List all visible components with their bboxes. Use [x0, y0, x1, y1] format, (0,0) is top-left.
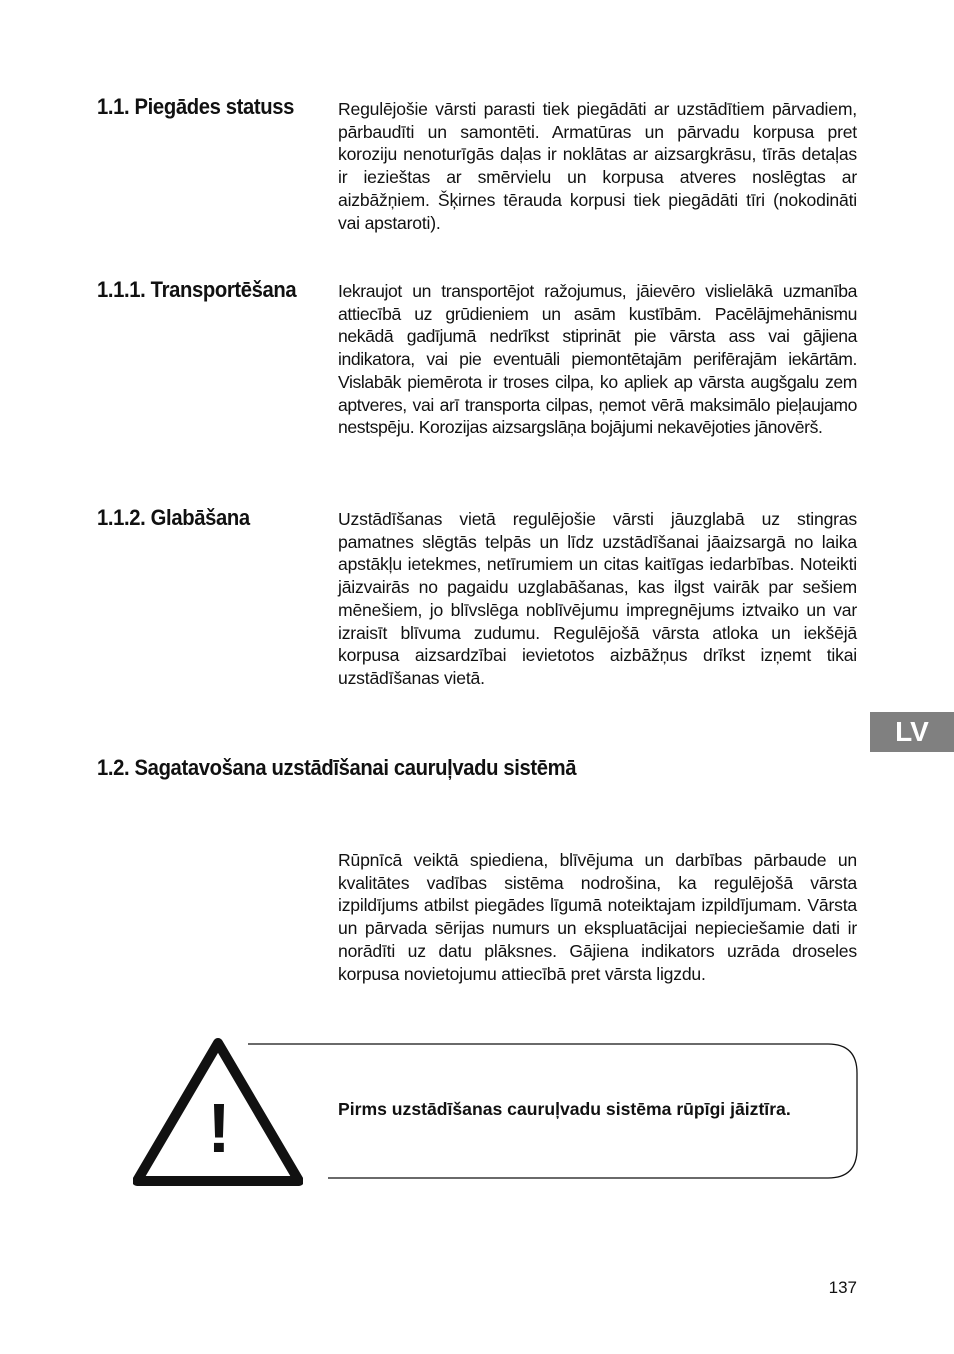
- language-tab: LV: [870, 712, 954, 752]
- section-text-transport: Iekraujot un transportējot ražojumus, jāievēro vislielākā uzmanība attiecībā uz grūdieniem un asām kustībām. Pacēlājmehānismu nekādā gadījumā nedrīkst stiprināt pie vārsta ass vai gājiena indikatora, vai pie eventuāli piemontētajām perifērajām iekārtām. Vislabāk piemērota ir troses cilpa, ko apliek ap vārsta augšgalu zem aptveres, vai arī transporta cilpas, ņemot vērā maksimālo pieļaujamo nestspēju. Korozijas aizsargslāņa bojājumi nekavējoties jānovērš.: [338, 281, 857, 438]
- section-heading-storage: 1.1.2. Glabāšana: [97, 505, 250, 530]
- section-heading-transport: 1.1.1. Transportēšana: [97, 277, 297, 302]
- warning-text: Pirms uzstādīšanas cauruļvadu sistēma rūpīgi jāiztīra.: [338, 1099, 791, 1119]
- section-text-storage: Uzstādīšanas vietā regulējošie vārsti jāuzglabā uz stingras pamatnes slēgtās telpās un līdz uzstādīšanai jāaizsargā no laika apstākļu ietekmes, netīrumiem un citas kaitīgas iedarbības. Noteikti jāizvairās no pagaidu uzglabāšanas, kas ilgst vairāk par sešiem mēnešiem, jo blīvslēga noblīvējumu impregnējums iztvaiko un var izraisīt blīvuma zudumu. Regulējošā vārsta atloka un iekšējā korpusa aizsardzībai ievietotos aizbāžņus drīkst izņemt tikai uzstādīšanas vietā.: [338, 509, 857, 688]
- section-heading-delivery-status: 1.1. Piegādes statuss: [97, 94, 295, 119]
- section-text-delivery-status: Regulējošie vārsti parasti tiek piegādāti ar uzstādītiem pārvadiem, pārbaudīti un samontēti. Armatūras un pārvadu korpusa pret koroziju nenoturīgās daļas ir noklātas ar aizsargkrāsu, tīrās detaļas ir iezieštas ar smērvielu un korpusa atveres noslēgtas ar aizbāžņiem. Šķirnes tērauda korpusi tiek piegādāti tīri (nokodināti vai apstaroti).: [338, 99, 857, 233]
- section-text-preparation: Rūpnīcā veiktā spiediena, blīvējuma un darbības pārbaude un kvalitātes vadības sistēma nodrošina, ka regulējošā vārsta izpildījums atbilst piegādes līgumā noteiktajam izpildījumam. Vārsta un pārvada sērijas numurs un ekspluatācijai nepieciešamie dati ir norādīti uz datu plāksnes. Gājiena indikators uzrāda droseles korpusa novietojumu attiecībā pret vārsta ligzdu.: [338, 850, 857, 984]
- section-heading-preparation: 1.2. Sagatavošana uzstādīšanai cauruļvadu sistēmā: [97, 755, 577, 780]
- warning-symbol: !: [207, 1089, 231, 1167]
- page-number: 137: [828, 1278, 857, 1297]
